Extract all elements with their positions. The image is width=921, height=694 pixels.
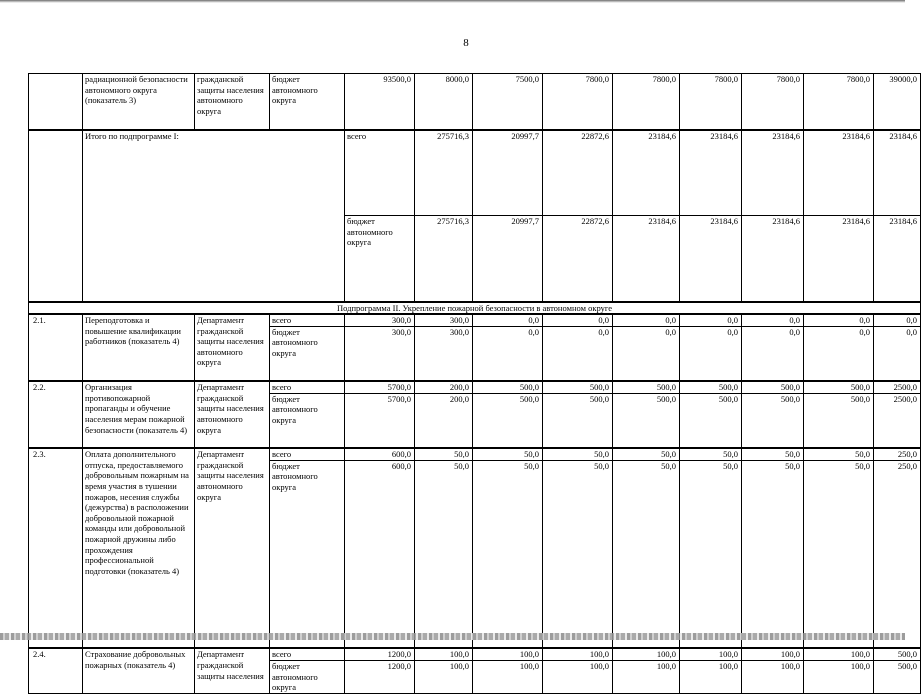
amount-cell: 300,0 [415, 326, 473, 381]
activity-name: радиационной безопасности автономного округа (показатель 3) [83, 74, 195, 130]
amount-cell: 200,0 [415, 381, 473, 393]
amount-cell: 50,0 [613, 460, 680, 648]
row-index [29, 74, 83, 130]
subprogram-header-row [29, 302, 921, 315]
page-number: 8 [463, 37, 469, 49]
amount-cell: 50,0 [613, 448, 680, 460]
amount-cell: 0,0 [473, 326, 543, 381]
row-index [29, 130, 83, 302]
funding-source: всего [270, 381, 345, 393]
amount-cell: 100,0 [613, 660, 680, 693]
amount-cell: 200,0 [415, 393, 473, 448]
funding-source: всего [270, 314, 345, 326]
funding-source: бюджет автономного округа [270, 74, 345, 130]
funding-source: всего [345, 130, 415, 216]
amount-cell: 7500,0 [473, 74, 543, 130]
amount-cell: 300,0 [345, 326, 415, 381]
amount-cell: 0,0 [543, 314, 613, 326]
amount-cell: 7800,0 [543, 74, 613, 130]
subprogram-title: Подпрограмма II. Укрепление пожарной безопасности в автономном округе [29, 302, 921, 315]
amount-cell: 8000,0 [415, 74, 473, 130]
amount-cell: 0,0 [742, 314, 804, 326]
amount-cell: 500,0 [742, 393, 804, 448]
amount-cell: 2500,0 [874, 381, 921, 393]
amount-cell: 20997,7 [473, 216, 543, 302]
amount-cell: 23184,6 [742, 130, 804, 216]
amount-cell: 7800,0 [804, 74, 874, 130]
amount-cell: 500,0 [742, 381, 804, 393]
amount-cell: 7800,0 [613, 74, 680, 130]
executor-name: гражданской защиты населения автономного округа [195, 74, 270, 130]
amount-cell: 500,0 [804, 381, 874, 393]
amount-cell: 7800,0 [680, 74, 742, 130]
amount-cell: 93500,0 [345, 74, 415, 130]
row-index: 2.3. [29, 448, 83, 648]
table-row [29, 314, 921, 326]
table-row [29, 448, 921, 460]
amount-cell: 0,0 [874, 326, 921, 381]
amount-cell: 23184,6 [874, 216, 921, 302]
funding-source: бюджет автономного округа [345, 216, 415, 302]
funding-source: бюджет автономного округа [270, 460, 345, 648]
table-row [29, 130, 921, 216]
amount-cell: 50,0 [742, 460, 804, 648]
row-index: 2.4. [29, 648, 83, 693]
amount-cell: 5700,0 [345, 393, 415, 448]
scan-edge-top [0, 0, 905, 3]
amount-cell: 5700,0 [345, 381, 415, 393]
amount-cell: 50,0 [742, 448, 804, 460]
amount-cell: 100,0 [543, 648, 613, 660]
amount-cell: 100,0 [742, 648, 804, 660]
total-label: Итого по подпрограмме I: [83, 130, 345, 302]
amount-cell: 300,0 [345, 314, 415, 326]
amount-cell: 22872,6 [543, 130, 613, 216]
amount-cell: 1200,0 [345, 648, 415, 660]
amount-cell: 100,0 [473, 648, 543, 660]
executor-name: Департамент гражданской защиты населения автономного округа [195, 381, 270, 448]
amount-cell: 100,0 [613, 648, 680, 660]
amount-cell: 50,0 [473, 448, 543, 460]
amount-cell: 100,0 [415, 660, 473, 693]
amount-cell: 250,0 [874, 460, 921, 648]
amount-cell: 23184,6 [613, 216, 680, 302]
activity-name: Переподготовка и повышение квалификации работников (показатель 4) [83, 314, 195, 381]
amount-cell: 50,0 [543, 448, 613, 460]
amount-cell: 50,0 [415, 448, 473, 460]
amount-cell: 23184,6 [804, 216, 874, 302]
amount-cell: 39000,0 [874, 74, 921, 130]
amount-cell: 50,0 [543, 460, 613, 648]
amount-cell: 0,0 [473, 314, 543, 326]
amount-cell: 23184,6 [874, 130, 921, 216]
amount-cell: 50,0 [804, 460, 874, 648]
amount-cell: 0,0 [680, 314, 742, 326]
amount-cell: 600,0 [345, 448, 415, 460]
amount-cell: 1200,0 [345, 660, 415, 693]
amount-cell: 23184,6 [742, 216, 804, 302]
amount-cell: 300,0 [415, 314, 473, 326]
amount-cell: 250,0 [874, 448, 921, 460]
amount-cell: 0,0 [613, 314, 680, 326]
amount-cell: 50,0 [680, 460, 742, 648]
amount-cell: 23184,6 [804, 130, 874, 216]
amount-cell: 100,0 [742, 660, 804, 693]
amount-cell: 0,0 [742, 326, 804, 381]
activity-name: Организация противопожарной пропаганды и обучение населения мерам пожарной безопасности (показатель 4) [83, 381, 195, 448]
amount-cell: 275716,3 [415, 130, 473, 216]
amount-cell: 0,0 [804, 314, 874, 326]
table-row [29, 74, 921, 130]
amount-cell: 500,0 [473, 393, 543, 448]
amount-cell: 500,0 [613, 381, 680, 393]
amount-cell: 500,0 [804, 393, 874, 448]
amount-cell: 100,0 [680, 660, 742, 693]
amount-cell: 0,0 [874, 314, 921, 326]
amount-cell: 23184,6 [680, 130, 742, 216]
amount-cell: 20997,7 [473, 130, 543, 216]
funding-source: всего [270, 448, 345, 460]
funding-source: бюджет автономного округа [270, 393, 345, 448]
executor-name: Департамент гражданской защиты населения [195, 648, 270, 693]
table-row [29, 381, 921, 393]
funding-source: всего [270, 648, 345, 660]
row-index: 2.2. [29, 381, 83, 448]
amount-cell: 500,0 [473, 381, 543, 393]
funding-source: бюджет автономного округа [270, 326, 345, 381]
amount-cell: 500,0 [680, 381, 742, 393]
activity-name: Страхование добровольных пожарных (показатель 4) [83, 648, 195, 693]
amount-cell: 600,0 [345, 460, 415, 648]
amount-cell: 22872,6 [543, 216, 613, 302]
amount-cell: 0,0 [680, 326, 742, 381]
executor-name: Департамент гражданской защиты населения автономного округа [195, 448, 270, 648]
amount-cell: 50,0 [680, 448, 742, 460]
scan-edge-bottom [0, 633, 905, 640]
amount-cell: 500,0 [874, 648, 921, 660]
table-row [29, 648, 921, 660]
amount-cell: 500,0 [680, 393, 742, 448]
amount-cell: 500,0 [874, 660, 921, 693]
table-body [29, 74, 921, 694]
amount-cell: 23184,6 [680, 216, 742, 302]
amount-cell: 100,0 [543, 660, 613, 693]
amount-cell: 50,0 [415, 460, 473, 648]
executor-name: Департамент гражданской защиты населения автономного округа [195, 314, 270, 381]
activity-name: Оплата дополнительного отпуска, предоставляемого добровольным пожарным на время участия в тушении пожаров, несения службы (дежурства) в расположении добровольной пожарной команды или добровольной пожарной дружины либо прохождения профессиональной подготовки (показатель 4) [83, 448, 195, 648]
amount-cell: 50,0 [804, 448, 874, 460]
amount-cell: 100,0 [680, 648, 742, 660]
amount-cell: 2500,0 [874, 393, 921, 448]
budget-table [28, 73, 921, 694]
amount-cell: 500,0 [613, 393, 680, 448]
amount-cell: 275716,3 [415, 216, 473, 302]
amount-cell: 0,0 [543, 326, 613, 381]
amount-cell: 100,0 [804, 648, 874, 660]
amount-cell: 23184,6 [613, 130, 680, 216]
amount-cell: 100,0 [473, 660, 543, 693]
amount-cell: 0,0 [613, 326, 680, 381]
amount-cell: 100,0 [415, 648, 473, 660]
amount-cell: 100,0 [804, 660, 874, 693]
amount-cell: 500,0 [543, 381, 613, 393]
row-index: 2.1. [29, 314, 83, 381]
amount-cell: 7800,0 [742, 74, 804, 130]
amount-cell: 500,0 [543, 393, 613, 448]
amount-cell: 50,0 [473, 460, 543, 648]
funding-source: бюджет автономного округа [270, 660, 345, 693]
amount-cell: 0,0 [804, 326, 874, 381]
